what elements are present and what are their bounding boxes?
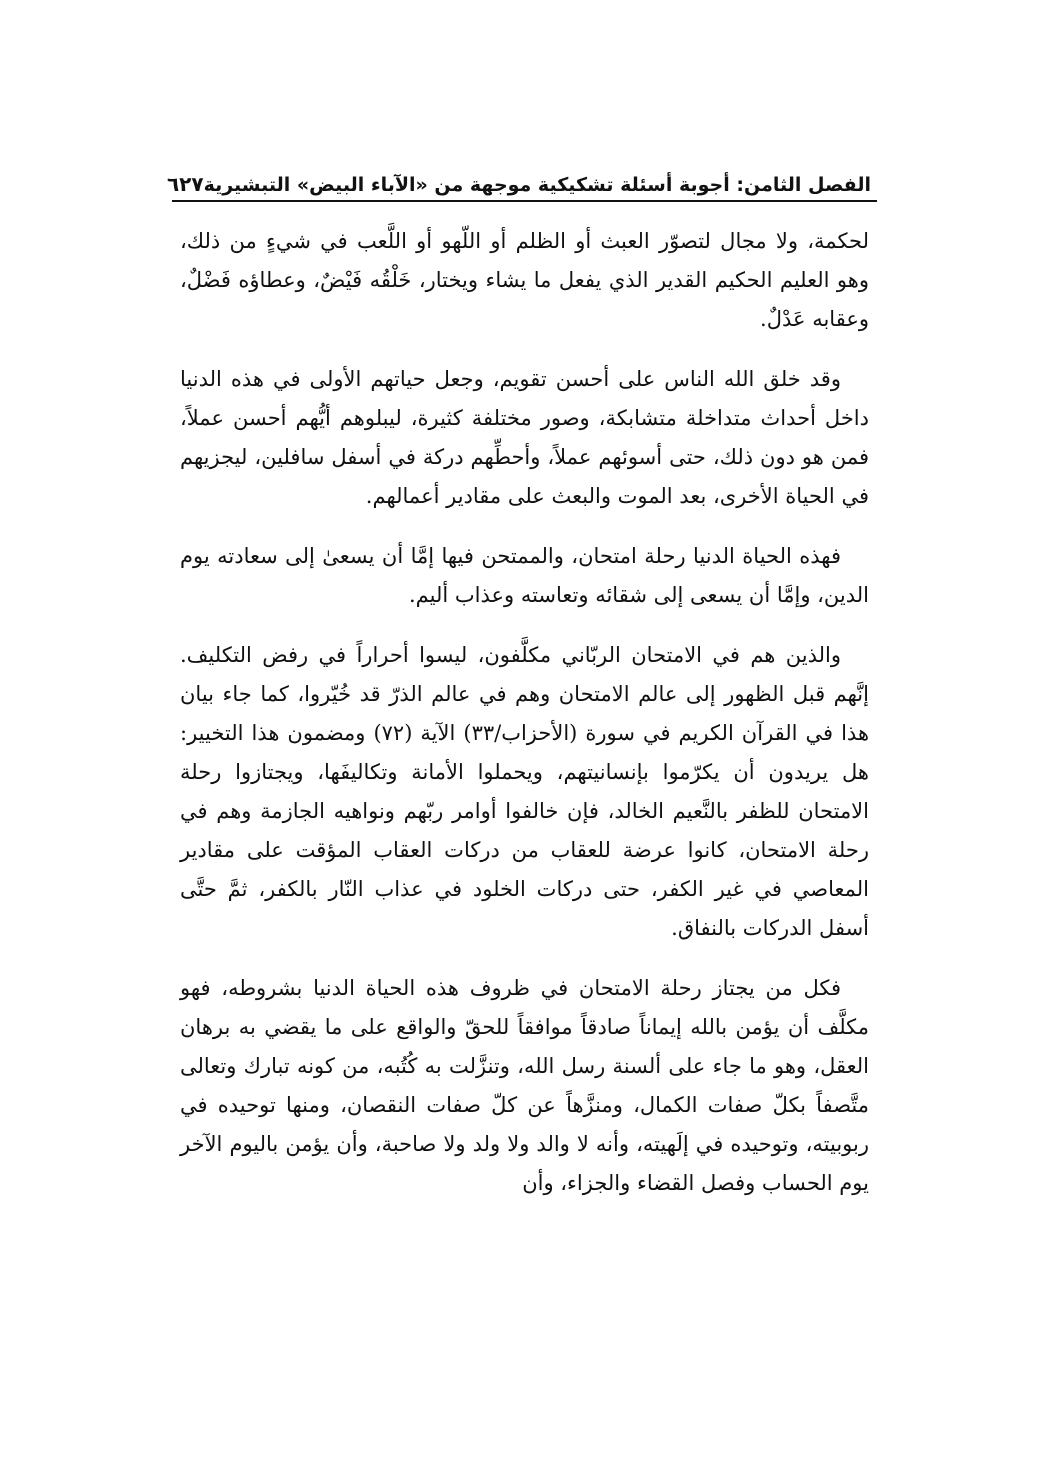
chapter-title: الفصل الثامن: أجوبة أسئلة تشكيكية موجهة من «الآباء البيض» التبشيرية [203, 174, 871, 196]
running-header [166, 150, 877, 202]
paragraph-5: فكل من يجتاز رحلة الامتحان في ظروف هذه الحياة الدنيا بشروطه، فهو مكلَّف أن يؤمن بالله إيماناً صادقاً موافقاً للحقّ والواقع على ما يقضي به برهان العقل، وهو ما جاء على ألسنة رسل الله، وتنزَّلت به كُتُبه، من كونه تبارك وتعالى متَّصفاً بكلّ صفات الكمال، ومنزَّهاً عن كلّ صفات النقصان، ومنها توحيده في ربوبيته، وتوحيده في إلَهيته، وأنه لا والد ولا ولد ولا صاحبة، وأن يؤمن باليوم الآخر يوم الحساب وفصل القضاء والجزاء، وأن [180, 976, 869, 1195]
paragraph-2: وقد خلق الله الناس على أحسن تقويم، وجعل حياتهم الأولى في هذه الدنيا داخل أحداث متداخلة متشابكة، وصور مختلفة كثيرة، ليبلوهم أيُّهم أحسن عملاً، فمن هو دون ذلك، حتى أسوئهم عملاً، وأحطِّهم دركة في أسفل سافلين، ليجزيهم في الحياة الأخرى، بعد الموت والبعث على مقادير أعمالهم. [180, 367, 869, 508]
paragraph-4: والذين هم في الامتحان الربّاني مكلَّفون، ليسوا أحراراً في رفض التكليف. إنَّهم قبل الظهور إلى عالم الامتحان وهم في عالم الذرّ قد خُيّروا، كما جاء بيان هذا في القرآن الكريم في سورة (الأحزاب/٣٣) الآية (٧٢) ومضمون هذا التخيير: هل يريدون أن يكرّموا بإنسانيتهم، ويحملوا الأمانة وتكاليفَها، ويجتازوا رحلة الامتحان للظفر بالنَّعيم الخالد، فإن خالفوا أوامر ربّهم ونواهيه الجازمة وهم في رحلة الامتحان، كانوا عرضة للعقاب من دركات العقاب المؤقت على مقادير المعاصي في غير الكفر، حتى دركات الخلود في عذاب النّار بالكفر، ثمَّ حتَّى أسفل الدركات بالنفاق. [180, 643, 870, 940]
page-number: ٦٢٧ [166, 172, 204, 196]
book-page [166, 150, 877, 1224]
body-text [172, 202, 877, 1203]
paragraph-3: فهذه الحياة الدنيا رحلة امتحان، والممتحن فيها إمَّا أن يسعىٰ إلى سعادته يوم الدين، وإمَّا أن يسعى إلى شقائه وتعاسته وعذاب أليم. [180, 544, 869, 607]
paragraph-1: لحكمة، ولا مجال لتصوّر العبث أو الظلم أو اللّهو أو اللَّعب في شيءٍ من ذلك، وهو العليم الحكيم القدير الذي يفعل ما يشاء ويختار، خَلْقُه فَيْضٌ، وعطاؤه فَضْلٌ، وعقابه عَدْلٌ. [180, 229, 869, 331]
